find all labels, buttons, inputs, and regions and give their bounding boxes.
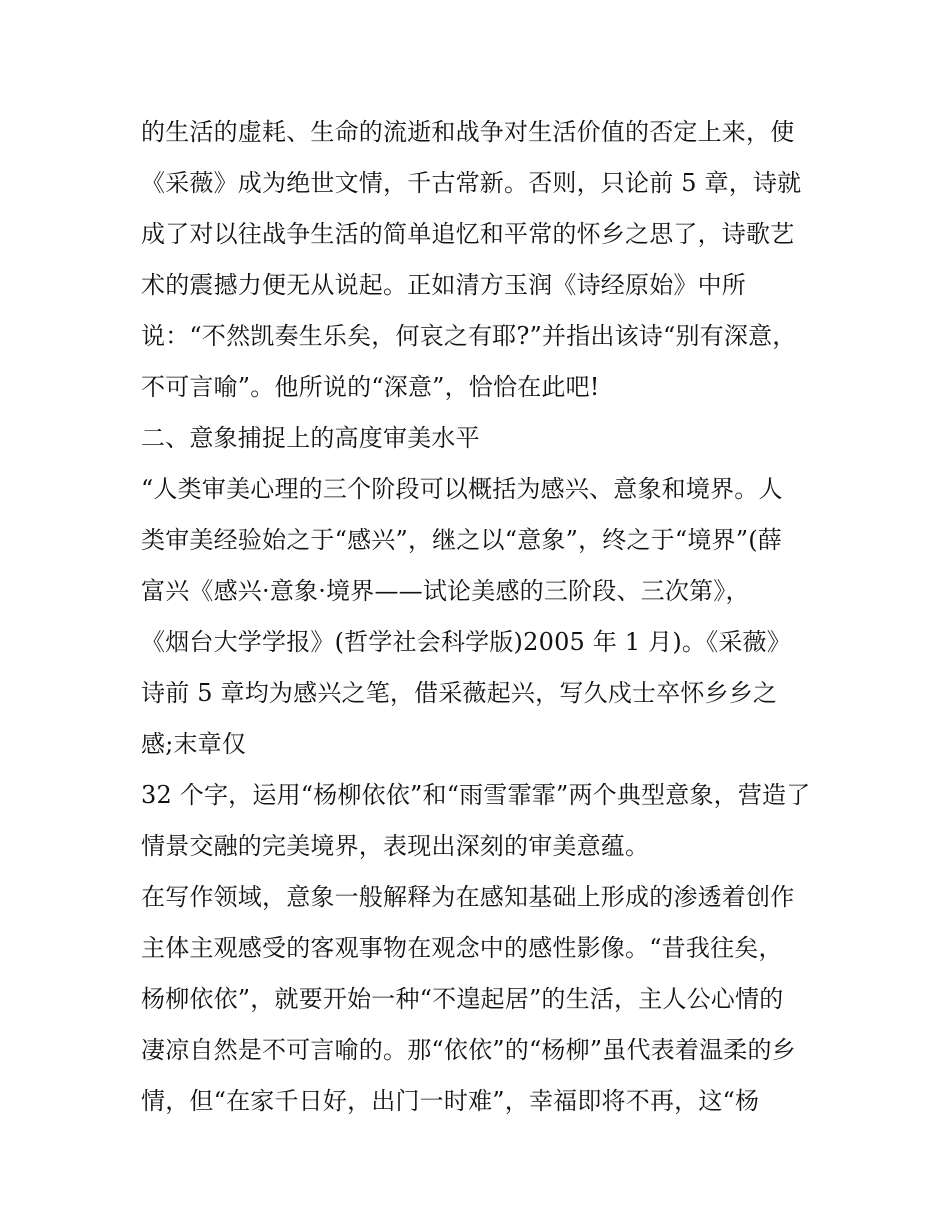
text-line: 《烟台大学学报》(哲学社会科学版)2005 年 1 月)。《采薇》	[141, 628, 791, 656]
text-line: 成了对以往战争生活的简单追忆和平常的怀乡之思了，诗歌艺	[141, 220, 795, 248]
text-line: 的生活的虚耗、生命的流逝和战争对生活价值的否定上来，使	[141, 118, 795, 146]
document-body	[141, 107, 821, 1127]
text-line: 术的震撼力便无从说起。正如清方玉润《诗经原始》中所	[141, 271, 746, 299]
text-line: 32 个字，运用“杨柳依依”和“雨雪霏霏”两个典型意象，营造了	[141, 781, 811, 809]
text-line: 《采薇》成为绝世文情，千古常新。否则，只论前 5 章，诗就	[141, 169, 802, 197]
text-line: “人类审美心理的三个阶段可以概括为感兴、意象和境界。人	[141, 475, 783, 503]
text-line: 感;末章仅	[141, 730, 247, 758]
text-line: 类审美经验始之于“感兴”，继之以“意象”，终之于“境界”(薛	[141, 526, 782, 554]
text-line: 凄凉自然是不可言喻的。那“依依”的“杨柳”虽代表着温柔的乡	[141, 1036, 796, 1064]
section-heading: 二、意象捕捉上的高度审美水平	[141, 424, 480, 452]
text-line: 富兴《感兴·意象·境界——试论美感的三阶段、三次第》，	[141, 577, 750, 605]
text-line: 主体主观感受的客观事物在观念中的感性影像。“昔我往矣，	[141, 934, 783, 962]
text-line: 情，但“在家千日好，出门一时难”，幸福即将不再，这“杨	[141, 1087, 760, 1115]
text-line: 在写作领域，意象一般解释为在感知基础上形成的渗透着创作	[141, 883, 795, 911]
text-line: 说：“不然凯奏生乐矣，何哀之有耶?”并指出该诗“别有深意，	[141, 322, 797, 350]
text-line: 杨柳依依”，就要开始一种“不遑起居”的生活，主人公心情的	[141, 985, 784, 1013]
text-line: 诗前 5 章均为感兴之笔，借采薇起兴，写久戍士卒怀乡乡之	[141, 679, 778, 707]
text-line: 情景交融的完美境界，表现出深刻的审美意蕴。	[141, 832, 650, 860]
text-line: 不可言喻”。他所说的“深意”，恰恰在此吧!	[141, 373, 600, 401]
